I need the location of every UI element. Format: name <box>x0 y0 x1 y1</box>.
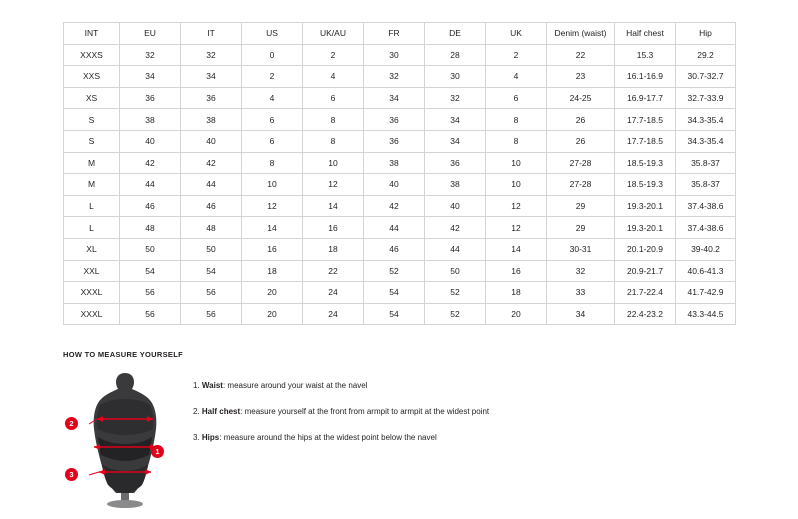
table-cell: 44 <box>425 238 486 260</box>
table-cell: 38 <box>181 109 242 131</box>
table-cell: 2 <box>303 44 364 66</box>
table-cell: 15.3 <box>615 44 676 66</box>
table-cell: 19.3-20.1 <box>615 217 676 239</box>
table-cell: 4 <box>242 87 303 109</box>
table-cell: 8 <box>486 130 547 152</box>
table-cell: 36 <box>120 87 181 109</box>
table-row <box>64 195 736 217</box>
table-cell: 16 <box>486 260 547 282</box>
table-cell: 32 <box>364 66 425 88</box>
table-cell: 34 <box>425 130 486 152</box>
table-row <box>64 217 736 239</box>
table-cell: 8 <box>242 152 303 174</box>
table-row <box>64 260 736 282</box>
table-cell: 20 <box>242 303 303 325</box>
table-cell: 48 <box>120 217 181 239</box>
table-cell: 16 <box>303 217 364 239</box>
table-row <box>64 174 736 196</box>
table-cell: 46 <box>181 195 242 217</box>
table-cell: 40 <box>425 195 486 217</box>
table-cell: 34.3-35.4 <box>676 109 736 131</box>
table-cell: 32 <box>181 44 242 66</box>
table-cell: 18 <box>486 282 547 304</box>
table-cell: 56 <box>181 303 242 325</box>
size-chart-table <box>63 22 736 325</box>
table-cell: 35.8-37 <box>676 174 736 196</box>
table-cell: 46 <box>120 195 181 217</box>
table-cell: 4 <box>303 66 364 88</box>
table-cell: 34 <box>364 87 425 109</box>
table-row <box>64 109 736 131</box>
table-cell: 16 <box>242 238 303 260</box>
table-cell: 30.7-32.7 <box>676 66 736 88</box>
table-cell: XXXS <box>64 44 120 66</box>
table-cell: 24-25 <box>547 87 615 109</box>
mannequin-illustration <box>75 371 175 511</box>
table-cell: 36 <box>425 152 486 174</box>
table-cell: 34 <box>547 303 615 325</box>
table-cell: 50 <box>181 238 242 260</box>
step-text: : measure around your waist at the navel <box>222 381 368 390</box>
table-cell: 16.1-16.9 <box>615 66 676 88</box>
table-cell: 30 <box>425 66 486 88</box>
table-cell: 44 <box>120 174 181 196</box>
table-cell: 38 <box>425 174 486 196</box>
step-number: 2. <box>193 407 200 416</box>
table-row <box>64 238 736 260</box>
table-cell: 8 <box>303 109 364 131</box>
table-body <box>64 44 736 325</box>
table-row <box>64 87 736 109</box>
table-cell: 42 <box>425 217 486 239</box>
table-cell: 44 <box>364 217 425 239</box>
table-cell: XXXL <box>64 282 120 304</box>
table-cell: 26 <box>547 109 615 131</box>
table-cell: L <box>64 195 120 217</box>
table-cell: 14 <box>242 217 303 239</box>
table-cell: 37.4-38.6 <box>676 195 736 217</box>
table-cell: 41.7-42.9 <box>676 282 736 304</box>
size-chart-container <box>63 22 735 325</box>
table-cell: 46 <box>364 238 425 260</box>
table-cell: 29 <box>547 217 615 239</box>
column-header-denim-waist: Denim (waist) <box>547 23 615 45</box>
table-cell: 10 <box>486 174 547 196</box>
table-cell: 18 <box>242 260 303 282</box>
table-cell: 32 <box>425 87 486 109</box>
table-cell: 56 <box>181 282 242 304</box>
table-cell: 36 <box>364 109 425 131</box>
measurement-figure <box>63 371 183 511</box>
table-cell: 14 <box>303 195 364 217</box>
table-cell: 48 <box>181 217 242 239</box>
table-cell: 12 <box>486 195 547 217</box>
table-cell: 14 <box>486 238 547 260</box>
step-text: : measure yourself at the front from armpit to armpit at the widest point <box>240 407 490 416</box>
table-cell: 50 <box>120 238 181 260</box>
table-row <box>64 282 736 304</box>
table-cell: XXS <box>64 66 120 88</box>
table-cell: 17.7-18.5 <box>615 130 676 152</box>
measurement-step <box>193 379 735 393</box>
table-cell: XXL <box>64 260 120 282</box>
how-to-measure-body <box>63 371 735 511</box>
table-cell: 38 <box>120 109 181 131</box>
table-row <box>64 44 736 66</box>
table-cell: 39-40.2 <box>676 238 736 260</box>
table-cell: 24 <box>303 303 364 325</box>
table-cell: 18.5-19.3 <box>615 174 676 196</box>
table-cell: 36 <box>181 87 242 109</box>
table-cell: L <box>64 217 120 239</box>
table-cell: 54 <box>181 260 242 282</box>
table-cell: 43.3-44.5 <box>676 303 736 325</box>
table-cell: 50 <box>425 260 486 282</box>
table-cell: 12 <box>242 195 303 217</box>
table-cell: 0 <box>242 44 303 66</box>
column-header-half-chest: Half chest <box>615 23 676 45</box>
table-cell: 40 <box>364 174 425 196</box>
table-cell: 19.3-20.1 <box>615 195 676 217</box>
step-number: 1. <box>193 381 200 390</box>
table-cell: 42 <box>120 152 181 174</box>
table-cell: M <box>64 152 120 174</box>
table-cell: 52 <box>364 260 425 282</box>
column-header-eu: EU <box>120 23 181 45</box>
step-number: 3. <box>193 433 200 442</box>
table-cell: XXXL <box>64 303 120 325</box>
table-cell: 32 <box>547 260 615 282</box>
table-cell: 20.9-21.7 <box>615 260 676 282</box>
table-cell: 21.7-22.4 <box>615 282 676 304</box>
table-cell: 27-28 <box>547 152 615 174</box>
column-header-us: US <box>242 23 303 45</box>
table-cell: 38 <box>364 152 425 174</box>
table-cell: 35.8-37 <box>676 152 736 174</box>
table-cell: 40 <box>181 130 242 152</box>
table-cell: 6 <box>242 109 303 131</box>
table-cell: 54 <box>364 303 425 325</box>
table-row <box>64 66 736 88</box>
table-cell: 40 <box>120 130 181 152</box>
column-header-int: INT <box>64 23 120 45</box>
column-header-de: DE <box>425 23 486 45</box>
measurement-step <box>193 405 735 419</box>
table-cell: S <box>64 130 120 152</box>
table-cell: 33 <box>547 282 615 304</box>
table-cell: 32 <box>120 44 181 66</box>
how-to-measure-title: HOW TO MEASURE YOURSELF <box>63 350 183 359</box>
badge-half-chest: 2 <box>65 417 78 430</box>
table-cell: 23 <box>547 66 615 88</box>
table-cell: 8 <box>486 109 547 131</box>
table-cell: 44 <box>181 174 242 196</box>
table-cell: 4 <box>486 66 547 88</box>
table-cell: 42 <box>364 195 425 217</box>
table-cell: 6 <box>303 87 364 109</box>
table-cell: 40.6-41.3 <box>676 260 736 282</box>
table-cell: 22 <box>303 260 364 282</box>
table-cell: 6 <box>242 130 303 152</box>
table-cell: 12 <box>303 174 364 196</box>
table-cell: 6 <box>486 87 547 109</box>
table-cell: 34 <box>181 66 242 88</box>
table-cell: 29 <box>547 195 615 217</box>
how-to-measure-section <box>63 350 735 511</box>
table-cell: 54 <box>364 282 425 304</box>
table-cell: 54 <box>120 260 181 282</box>
table-row <box>64 303 736 325</box>
table-cell: 10 <box>303 152 364 174</box>
table-cell: 12 <box>486 217 547 239</box>
table-cell: 26 <box>547 130 615 152</box>
table-cell: 2 <box>486 44 547 66</box>
table-cell: XS <box>64 87 120 109</box>
table-cell: 22 <box>547 44 615 66</box>
table-row <box>64 130 736 152</box>
table-cell: 30-31 <box>547 238 615 260</box>
table-cell: 56 <box>120 303 181 325</box>
measurement-steps <box>183 371 735 457</box>
table-cell: 56 <box>120 282 181 304</box>
table-cell: S <box>64 109 120 131</box>
table-row <box>64 152 736 174</box>
table-cell: 17.7-18.5 <box>615 109 676 131</box>
table-cell: 52 <box>425 282 486 304</box>
table-cell: M <box>64 174 120 196</box>
table-cell: 16.9-17.7 <box>615 87 676 109</box>
table-cell: 18.5-19.3 <box>615 152 676 174</box>
table-cell: 34.3-35.4 <box>676 130 736 152</box>
table-cell: 10 <box>486 152 547 174</box>
table-cell: XL <box>64 238 120 260</box>
table-cell: 30 <box>364 44 425 66</box>
table-cell: 37.4-38.6 <box>676 217 736 239</box>
badge-waist: 1 <box>151 445 164 458</box>
step-term: Half chest <box>201 407 241 416</box>
table-cell: 2 <box>242 66 303 88</box>
column-header-uk-au: UK/AU <box>303 23 364 45</box>
table-cell: 20 <box>486 303 547 325</box>
table-cell: 29.2 <box>676 44 736 66</box>
table-cell: 36 <box>364 130 425 152</box>
table-cell: 28 <box>425 44 486 66</box>
table-cell: 18 <box>303 238 364 260</box>
table-cell: 22.4-23.2 <box>615 303 676 325</box>
table-cell: 10 <box>242 174 303 196</box>
measurement-step <box>193 431 735 445</box>
badge-hips: 3 <box>65 468 78 481</box>
step-text: : measure around the hips at the widest point below the navel <box>219 433 437 442</box>
step-term: Hips <box>201 433 220 442</box>
column-header-it: IT <box>181 23 242 45</box>
table-cell: 24 <box>303 282 364 304</box>
table-cell: 32.7-33.9 <box>676 87 736 109</box>
table-cell: 20.1-20.9 <box>615 238 676 260</box>
table-cell: 52 <box>425 303 486 325</box>
column-header-uk: UK <box>486 23 547 45</box>
table-cell: 34 <box>425 109 486 131</box>
table-cell: 27-28 <box>547 174 615 196</box>
table-cell: 20 <box>242 282 303 304</box>
column-header-fr: FR <box>364 23 425 45</box>
table-cell: 8 <box>303 130 364 152</box>
column-header-hip: Hip <box>676 23 736 45</box>
table-cell: 34 <box>120 66 181 88</box>
step-term: Waist <box>201 381 223 390</box>
table-header-row <box>64 23 736 45</box>
table-cell: 42 <box>181 152 242 174</box>
